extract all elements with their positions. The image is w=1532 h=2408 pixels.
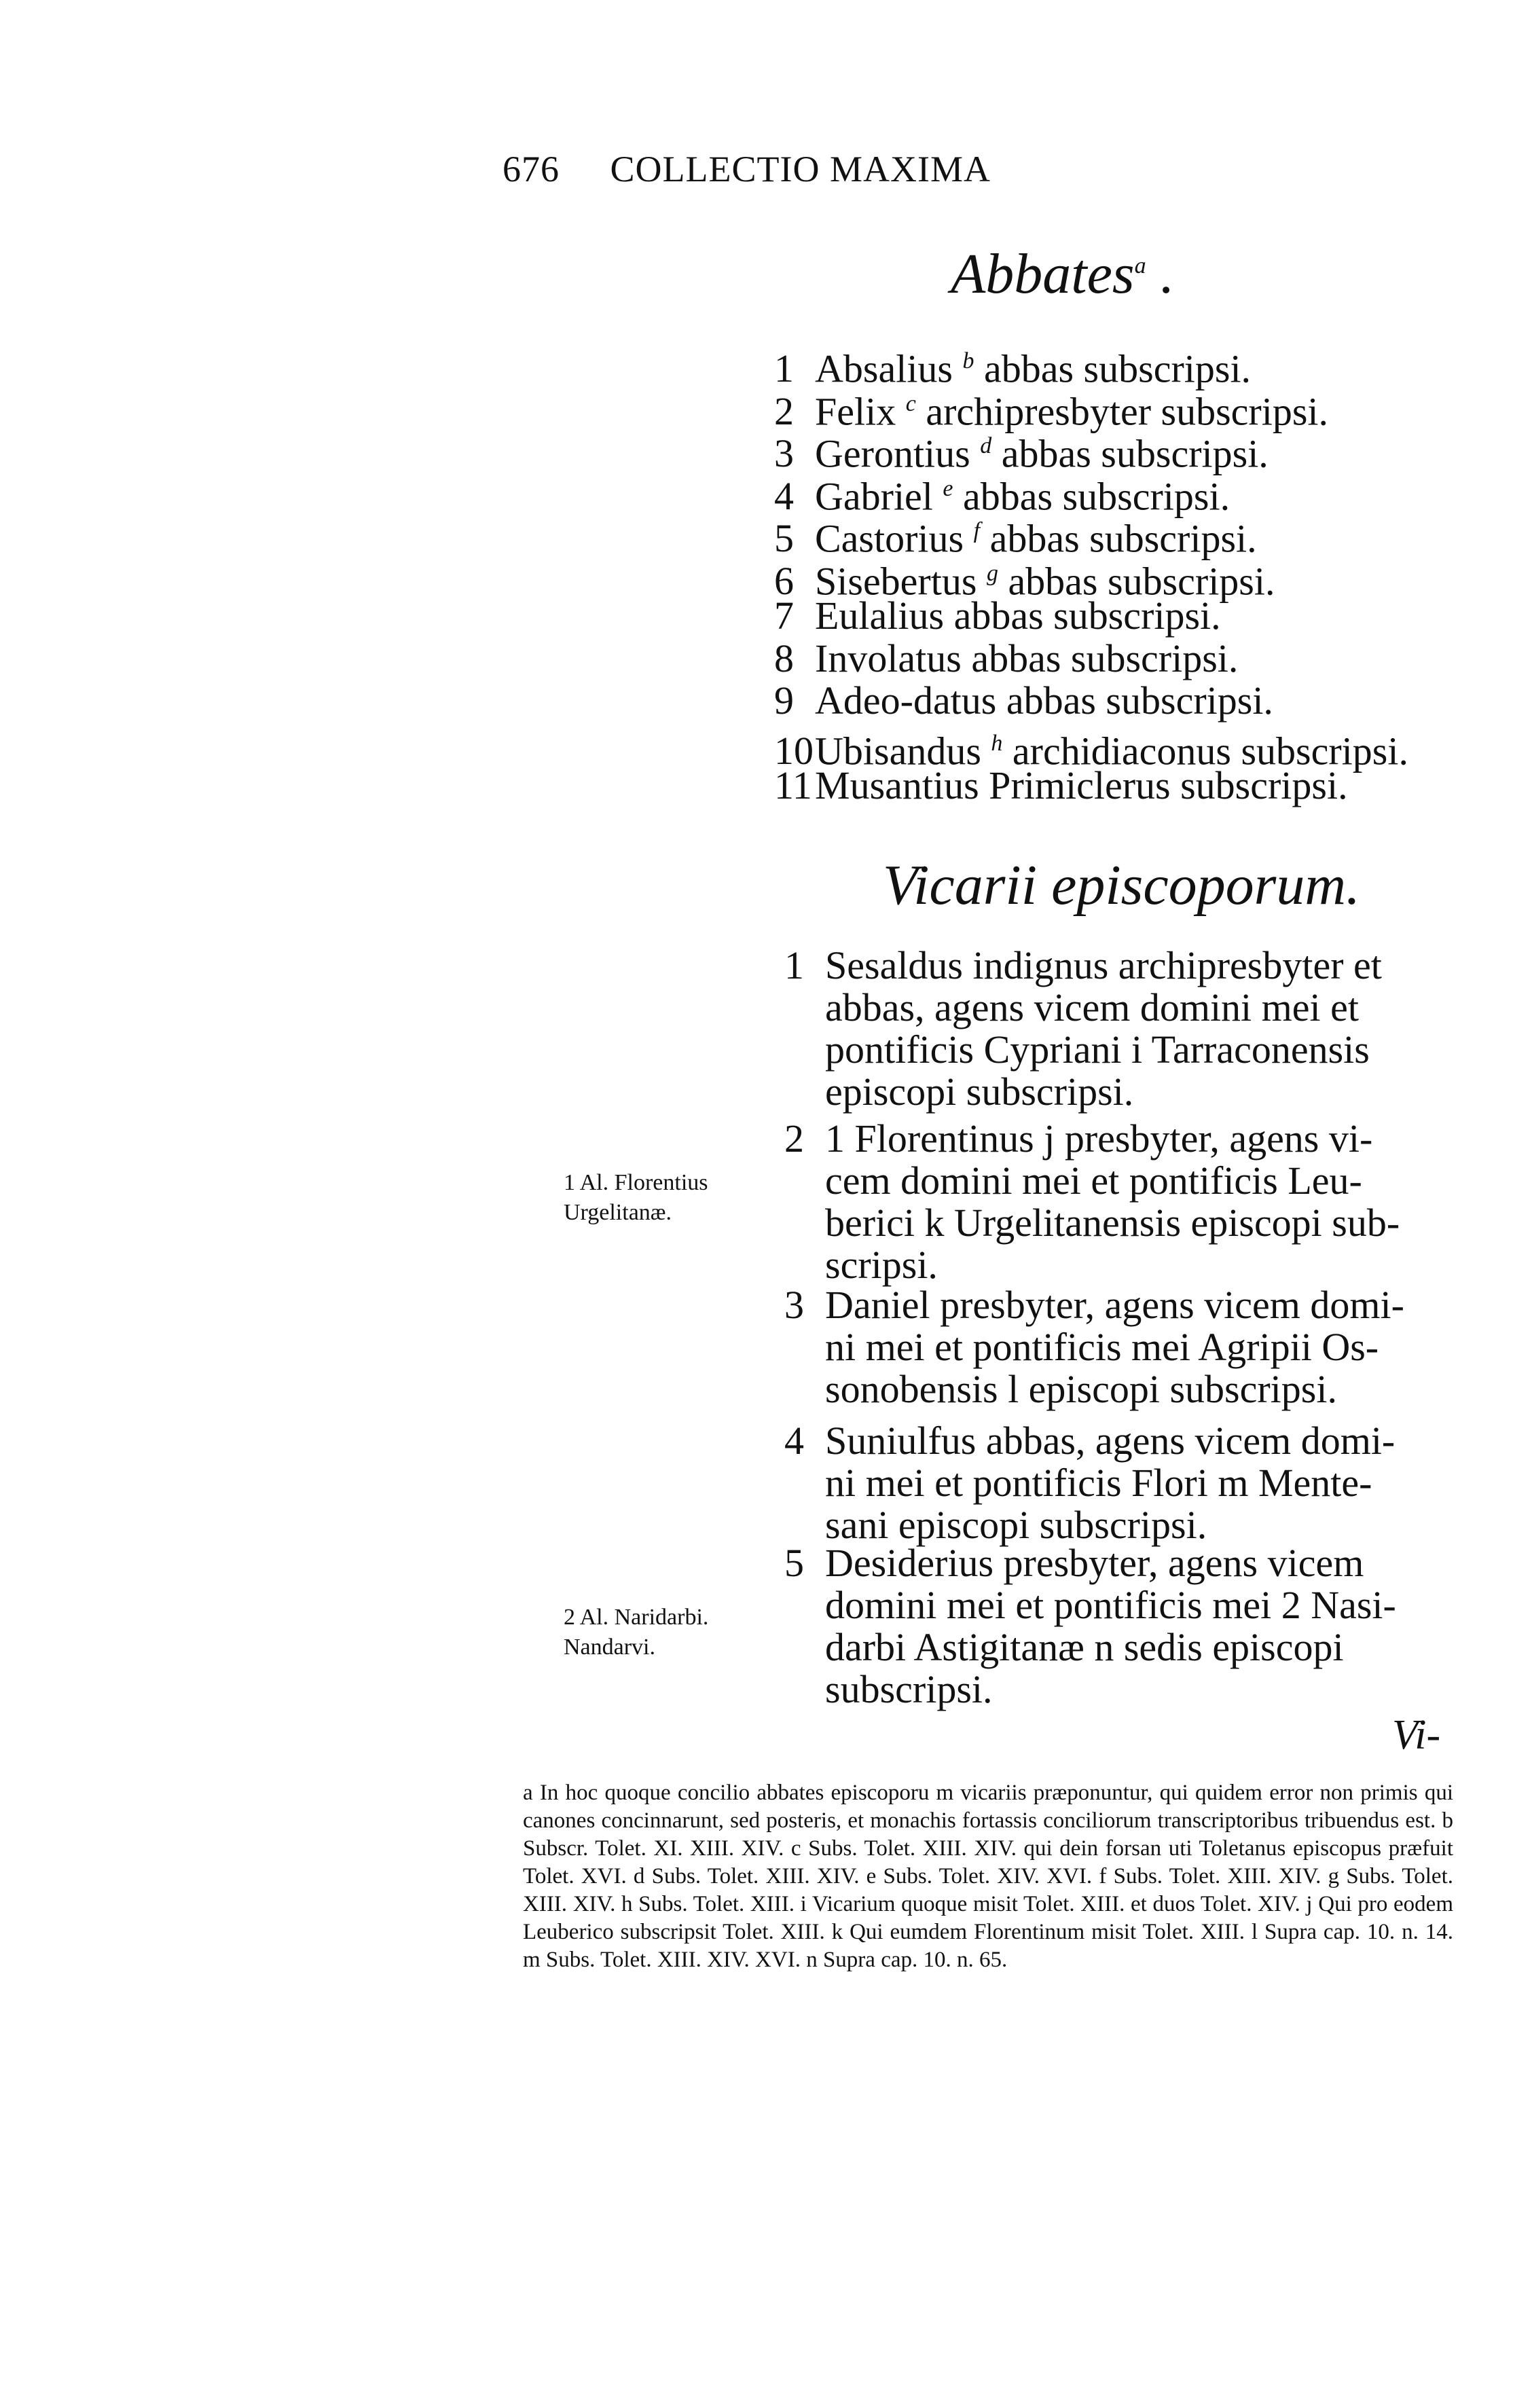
item-number: 6 xyxy=(774,558,794,603)
entry-line: Desiderius presbyter, agens vicem xyxy=(825,1541,1364,1585)
section-title-vicarii: Vicarii episcoporum. xyxy=(883,854,1361,917)
entry-number: 4 xyxy=(784,1419,804,1463)
item-text: Adeo-datus abbas subscripsi. xyxy=(815,678,1273,723)
item-number: 11 xyxy=(774,763,812,807)
footnote-mark: d xyxy=(980,433,992,458)
entry-line: Suniulfus abbas, agens vicem domi- xyxy=(825,1419,1396,1463)
item-rest: archipresbyter subscripsi. xyxy=(926,388,1329,433)
footnote-mark: g xyxy=(986,560,998,586)
entry-line: Daniel presbyter, agens vicem domi- xyxy=(825,1283,1404,1327)
page-header xyxy=(503,148,991,190)
entry-line: scripsi. xyxy=(825,1243,938,1287)
entry-line: darbi Astigitanæ n sedis episcopi xyxy=(825,1625,1344,1669)
entry-line: abbas, agens vicem domini mei et xyxy=(825,985,1360,1029)
item-number: 8 xyxy=(774,636,794,680)
abbates-item xyxy=(774,679,1273,723)
item-number: 3 xyxy=(774,431,794,476)
abbates-item xyxy=(774,637,1238,680)
item-number: 10 xyxy=(774,728,814,773)
item-number: 9 xyxy=(774,678,794,723)
entry-line: pontificis Cypriani i Tarraconensis xyxy=(825,1027,1370,1072)
entry-line: 1 Florentinus j presbyter, agens vi- xyxy=(825,1116,1373,1161)
item-rest: abbas subscripsi. xyxy=(963,473,1230,518)
entry-number: 3 xyxy=(784,1283,804,1327)
entry-number: 1 xyxy=(784,943,804,987)
footnotes: a In hoc quoque concilio abbates episcoporu m vicariis præponuntur, qui quidem error non primis qui canones concinnarunt, sed posteris, et monachis fortassis conciliorum transcriptoribus tribuendus est. b Subscr. Tolet. XI. XIII. XIV. c Subs. Tolet. XIII. XIV. qui dein forsan uti Toletanus episcopus præfuit Tolet. XVI. d Subs. Tolet. XIII. XIV. e Subs. Tolet. XIV. XVI. f Subs. Tolet. XIII. XIV. g Subs. Tolet. XIII. XIV. h Subs. Tolet. XIII. i Vicarium quoque misit Tolet. XIII. et duos Tolet. XIV. j Qui pro eodem Leuberico subscripsit Tolet. XIII. k Qui eumdem Florentinum misit Tolet. XIII. l Supra cap. 10. n. 14. m Subs. Tolet. XIII. XIV. XVI. n Supra cap. 10. n. 65. xyxy=(523,1781,1453,1972)
section-title-abbates: Abbates$^a$ . xyxy=(951,242,1175,306)
entry-line: ni mei et pontificis mei Agripii Os- xyxy=(825,1325,1379,1369)
entry-number: 2 xyxy=(784,1116,804,1161)
item-rest: abbas subscripsi. xyxy=(1001,431,1269,476)
entry-line: Sesaldus indignus archipresbyter et xyxy=(825,943,1382,987)
item-text: Eulalius abbas subscripsi. xyxy=(815,594,1221,638)
abbates-item xyxy=(774,764,1348,807)
entry-line: ni mei et pontificis Flori m Mente- xyxy=(825,1461,1372,1505)
footnote-mark: f xyxy=(973,518,981,543)
item-number: 7 xyxy=(774,594,794,638)
item-text: Gerontius xyxy=(815,431,970,476)
item-number: 2 xyxy=(774,388,794,433)
entry-line: berici k Urgelitanensis episcopi sub- xyxy=(825,1201,1400,1245)
entry-number: 5 xyxy=(784,1541,804,1585)
margin-note-2: 2 Al. Naridarbi. Nandarvi. xyxy=(564,1605,709,1660)
item-number: 4 xyxy=(774,473,794,518)
item-text: Sisebertus xyxy=(815,558,977,603)
item-text: Felix xyxy=(815,388,896,433)
footnote-mark: h xyxy=(991,730,1003,756)
item-text: Castorius xyxy=(815,516,964,561)
item-number: 1 xyxy=(774,346,794,391)
page-number: 676 xyxy=(503,149,560,189)
item-text: Involatus abbas subscripsi. xyxy=(815,636,1239,680)
item-text: Ubisandus xyxy=(815,728,981,773)
item-rest: archidiaconus subscripsi. xyxy=(1012,728,1408,773)
abbates-item xyxy=(774,594,1221,638)
footnote-mark: b xyxy=(962,348,974,373)
running-title: COLLECTIO MAXIMA xyxy=(610,149,991,189)
item-text: Absalius xyxy=(815,346,953,391)
item-text: Musantius Primiclerus subscripsi. xyxy=(815,763,1348,807)
entry-line: sonobensis l episcopi subscripsi. xyxy=(825,1367,1337,1411)
item-rest: abbas subscripsi. xyxy=(984,346,1252,391)
item-number: 5 xyxy=(774,516,794,561)
footnote-mark: a xyxy=(1134,253,1146,278)
item-text: Gabriel xyxy=(815,473,933,518)
margin-note-1: 1 Al. Florentius Urgelitanæ. xyxy=(564,1170,708,1225)
footnote-mark: c xyxy=(905,390,916,416)
entry-line: cem domini mei et pontificis Leu- xyxy=(825,1159,1362,1203)
entry-line: sani episcopi subscripsi. xyxy=(825,1503,1207,1547)
entry-line: domini mei et pontificis mei 2 Nasi- xyxy=(825,1583,1396,1627)
item-rest: abbas subscripsi. xyxy=(1008,558,1275,603)
catchword: Vi- xyxy=(1392,1712,1441,1758)
item-rest: abbas subscripsi. xyxy=(989,516,1257,561)
entry-line: subscripsi. xyxy=(825,1667,993,1711)
footnote-mark: e xyxy=(943,475,953,501)
entry-line: episcopi subscripsi. xyxy=(825,1070,1134,1114)
